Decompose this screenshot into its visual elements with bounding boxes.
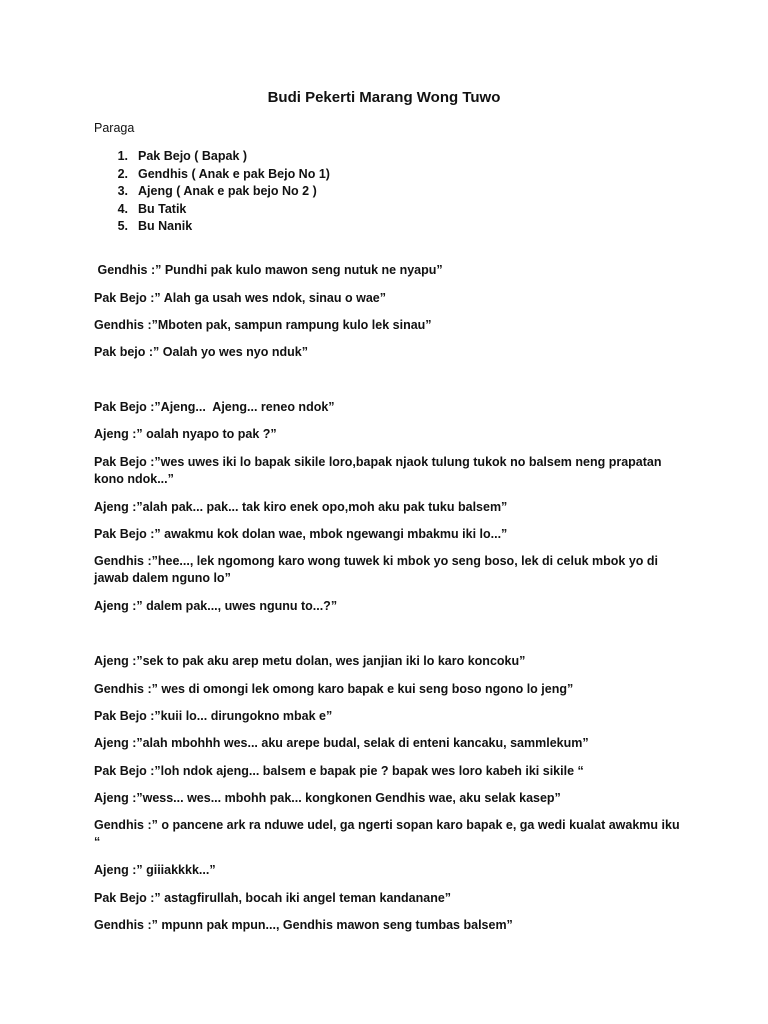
- cast-item-name: Gendhis ( Anak e pak Bejo No 1): [138, 166, 330, 181]
- cast-item: [94, 148, 330, 166]
- dialogue-line: Ajeng :”alah pak... pak... tak kiro enek opo,moh aku pak tuku balsem”: [94, 500, 508, 514]
- cast-item-number: 2.: [117, 166, 128, 181]
- dialogue-line: Ajeng :” oalah nyapo to pak ?”: [94, 427, 277, 441]
- dialogue-line: Gendhis :”Mboten pak, sampun rampung kulo lek sinau”: [94, 318, 432, 332]
- cast-item: [94, 201, 330, 219]
- cast-item-name: Bu Nanik: [138, 219, 193, 234]
- cast-list: [94, 148, 330, 236]
- document-title: Budi Pekerti Marang Wong Tuwo: [267, 89, 501, 106]
- dialogue-line: Ajeng :” giiiakkkk...”: [94, 863, 216, 877]
- cast-item: [94, 166, 330, 184]
- dialogue-line: Pak Bejo :” astagfirullah, bocah iki angel teman kandanane”: [94, 891, 452, 905]
- dialogue-line: Ajeng :”alah mbohhh wes... aku arepe budal, selak di enteni kancaku, sammlekum”: [94, 736, 589, 750]
- dialogue-line: Pak Bejo :” awakmu kok dolan wae, mbok ngewangi mbakmu iki lo...”: [94, 527, 508, 541]
- dialogue-line: Gendhis :” o pancene ark ra nduwe udel, ga ngerti sopan karo bapak e, ga wedi kualat awakmu iku “: [94, 818, 684, 849]
- cast-item-number: 1.: [117, 149, 128, 163]
- dialogue-line: Pak Bejo :” Alah ga usah wes ndok, sinau o wae”: [94, 291, 386, 305]
- cast-item-number: 4.: [117, 201, 128, 216]
- dialogue-line: Ajeng :”wess... wes... mbohh pak... kongkonen Gendhis wae, aku selak kasep”: [94, 791, 561, 805]
- dialogue-line: Pak Bejo :”kuii lo... dirungokno mbak e”: [94, 709, 333, 723]
- cast-item-name: Pak Bejo ( Bapak ): [138, 149, 248, 163]
- cast-heading: Paraga: [94, 121, 135, 135]
- dialogue-line: Gendhis :” mpunn pak mpun..., Gendhis mawon seng tumbas balsem”: [94, 918, 513, 932]
- dialogue-line: Gendhis :” wes di omongi lek omong karo bapak e kui seng boso ngono lo jeng”: [94, 682, 574, 696]
- cast-item-name: Ajeng ( Anak e pak bejo No 2 ): [138, 184, 317, 199]
- dialogue-line: Pak Bejo :”loh ndok ajeng... balsem e bapak pie ? bapak wes loro kabeh iki sikile “: [94, 764, 584, 778]
- dialogue-line: Pak Bejo :”Ajeng... Ajeng... reneo ndok”: [94, 400, 335, 414]
- dialogue-line: Ajeng :”sek to pak aku arep metu dolan, wes janjian iki lo karo koncoku”: [94, 654, 526, 668]
- dialogue-line: Pak Bejo :”wes uwes iki lo bapak sikile loro,bapak njaok tulung tukok no balsem neng prapatan kono ndok...”: [94, 455, 665, 486]
- dialogue-line: Gendhis :” Pundhi pak kulo mawon seng nutuk ne nyapu”: [94, 263, 443, 277]
- dialogue-line: Ajeng :” dalem pak..., uwes ngunu to...?”: [94, 599, 338, 613]
- dialogue-line: Pak bejo :” Oalah yo wes nyo nduk”: [94, 345, 308, 359]
- cast-item: [94, 218, 330, 236]
- cast-item-number: 5.: [117, 219, 128, 234]
- cast-item-name: Bu Tatik: [138, 201, 187, 216]
- cast-item-number: 3.: [117, 184, 128, 199]
- cast-item: [94, 183, 330, 201]
- dialogue-line: Gendhis :”hee..., lek ngomong karo wong tuwek ki mbok yo seng boso, lek di celuk mbok yo di jawab dalem nguno lo”: [94, 554, 662, 585]
